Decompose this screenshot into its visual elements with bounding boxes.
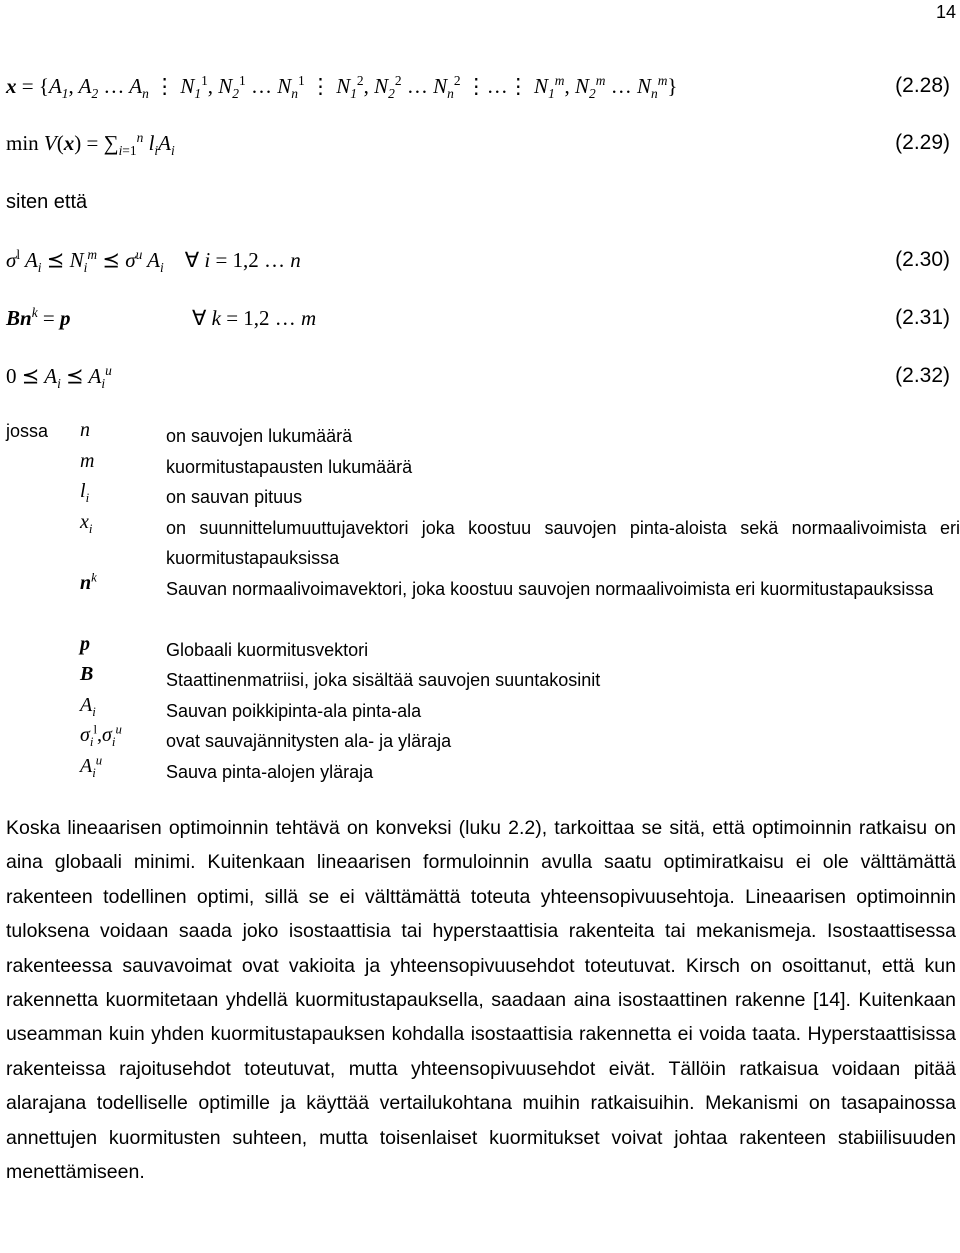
legend-intro: jossa [6,421,49,441]
legend-row-nk [6,569,960,635]
legend-symbol: n [80,419,90,441]
legend-row-a [6,693,960,727]
legend-symbol: m [80,449,95,472]
legend-description: kuormitustapausten lukumäärä [166,456,413,477]
body-paragraph: Koska lineaarisen optimoinnin tehtävä on konveksi (luku 2.2), tarkoittaa se sitä, että optimoinnin ratkaisu on aina globaali minimi. Kuitenkaan lineaarisen formuloinnin avulla saatu optimiratkaisu ei ole välttämättä rakenteen todellinen optimi, sillä se ei välttämättä toteuta yhteensopivuusehtoja. Lineaarisen optimoinnin tuloksena voidaan saada joko isostaattisia tai hyperstaattisia rakenteita tai mekanismeja. Isostaattisessa rakenteessa sauvavoimat ovat vakioita ja yhteensopivuusehdot toteutuvat. Kirsch on osoittanut, että kun rakennetta kuormitetaan yhdellä kuormitustapauksella, saadaan aina isostaattinen rakenne [14]. Kuitenkaan useamman kuin yhden kuormitustapauksen kohdalla isostaattisia rakennetta ei voida taata. Hyperstaattisissa rakenteissa rajoitusehdot toteutuvat, mutta yhteensopivuusehdot eivät. Tällöin ratkaisua voidaan pitää alarajana todelliselle optimille ja käyttää vertailukohtana muihin ratkaisuihin. Mekanismi on tasapainossa annettujen kuormitusten suhteen, mutta toisenlaiset kuormitukset voivat johtaa rakenteen stabiilisuuden menettämiseen. [6,817,956,1184]
legend-description: ovat sauvajännitysten ala- ja yläraja [166,731,452,751]
equilibrium-formula: Bn$^k$ = p [6,305,71,330]
legend-description: on suunnittelumuuttujavektori joka koostuu sauvojen pinta-aloista sekä normaalivoimista eri kuormitustapauksissa [166,517,960,568]
legend-symbol: $A_i$ [80,693,96,719]
legend-description: Staattinenmatriisi, joka sisältää sauvojen suuntakosinit [166,670,601,690]
design-variable-vector-formula: $x = \{A_1$, $A_2$ … $A_n$ ⋮ $N_1^1$, $N_2^1$ … $N_n^1$ ⋮ $N_1^2$, $N_2^2$ … $N_n^2$ ⋮…⋮ $N_1^m$, $N_2^m$ … $N_n^m$} [6,73,678,102]
equation-2-28 [6,74,950,106]
equation-number: (2.31) [895,306,950,329]
page-number: 14 [936,2,957,22]
legend-row-p [6,632,960,666]
legend-symbol: $x_i$ [80,510,93,536]
legend-description: on sauvan pituus [166,487,303,507]
equation-number: (2.29) [895,131,950,154]
equation-2-31 [6,306,950,338]
equation-number: (2.32) [895,364,950,387]
stress-constraint-formula: $\sigma^l$ $A_i$ ⪯ $N_i^m$ ⪯ $\sigma^u$ $A_i$ ∀ i = 1,2 … n [6,247,301,276]
equation-number: (2.30) [895,248,950,271]
siten-etta-text: siten että [6,191,88,213]
legend-symbol: B [80,663,94,685]
objective-function-formula: $\min V(x) = \sum_{i=1}^n$ $l_iA_i$ [6,130,175,159]
legend-description: Sauvan poikkipinta-ala pinta-ala [166,700,422,721]
legend-description: Sauva pinta-alojen yläraja [166,761,374,782]
legend-row-sigma [6,722,960,757]
legend-symbol: p [80,632,90,655]
legend-row-l [6,482,960,513]
legend-symbol: $n^k$ [80,569,97,594]
equation-2-30 [6,248,950,280]
legend-description: on sauvojen lukumäärä [166,426,353,446]
equation-2-29 [6,131,950,163]
legend-row-au [6,752,960,788]
legend-symbol: $A_i^u$ [80,752,103,780]
legend-description: Sauvan normaalivoimavektori, joka koostuu sauvojen normaalivoimista eri kuormitustapauksissa [166,578,934,599]
legend-row-b [6,665,960,696]
legend-row-x [6,510,960,574]
symbol-legend [6,421,960,787]
legend-symbol: $\sigma_i^l,\sigma_i^u$ [80,722,122,749]
area-bound-formula: 0 ⪯ $A_i$ ⪯ $A_i^u$ [6,363,112,392]
equilibrium-quantifier: ∀ k = 1,2 … m [192,306,317,330]
legend-row-m [6,449,960,483]
equation-number: (2.28) [895,74,950,97]
legend-symbol: $l_i$ [80,480,90,505]
legend-row-n [6,421,960,452]
legend-description: Globaali kuormitusvektori [166,639,369,660]
equation-2-32 [6,364,950,396]
